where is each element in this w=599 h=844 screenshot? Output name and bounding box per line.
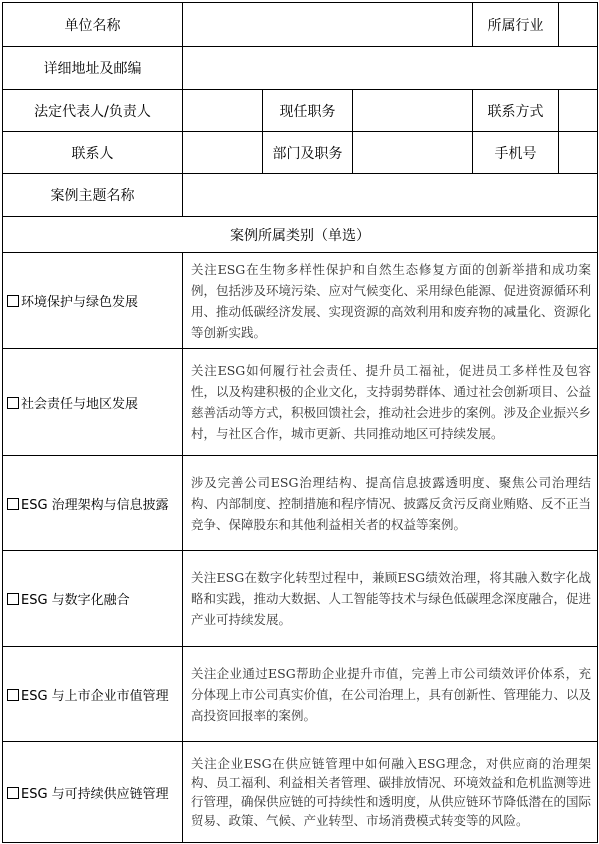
checkbox[interactable] [7,787,19,799]
category-row [3,742,598,843]
contact-person-label: 联系人 [3,132,183,174]
unit-name-field[interactable] [183,3,473,47]
category-row [3,456,598,551]
category-row [3,551,598,647]
category-header: 案例所属类别（单选） [3,217,598,253]
category-label: ESG 治理架构与信息披露 [21,497,169,513]
category-description: 关注ESG在数字化转型过程中，兼顾ESG绩效治理，将其融入数字化战略和实践，推动大数据、人工智能等技术与绿色低碳理念深度融合，促进产业可持续发展。 [183,551,598,647]
mobile-field[interactable] [559,132,598,174]
category-row [3,349,598,456]
row-address [3,47,598,90]
row-category-header [3,217,598,253]
row-unit-name [3,3,598,47]
category-label: ESG 与数字化融合 [21,593,130,608]
row-legal-rep [3,90,598,132]
case-title-field[interactable] [183,174,598,217]
contact-method-field[interactable] [559,90,598,132]
checkbox[interactable] [7,498,19,510]
category-option[interactable] [3,647,183,742]
industry-label: 所属行业 [473,3,559,47]
category-description: 关注企业ESG在供应链管理中如何融入ESG理念，对供应商的治理架构、员工福利、利益相关者管理、碳排放情况、环境效益和危机监测等进行管理，确保供应链的可持续性和透明度，从供应链环节降低潜在的国际贸易、政策、气候、产业转型、市场消费模式转变等的风险。 [183,742,598,843]
category-row [3,253,598,349]
checkbox[interactable] [7,689,19,701]
category-label: 环境保护与绿色发展 [21,295,139,310]
category-description: 关注ESG如何履行社会责任、提升员工福祉，促进员工多样性及包容性，以及构建积极的企业文化，支持弱势群体、通过社会创新项目、公益慈善活动等方式，积极回馈社会，推动社会进步的案例。涉及企业振兴乡村，与社区合作，城市更新、共同推动地区可持续发展。 [183,349,598,456]
address-label: 详细地址及邮编 [3,47,183,90]
mobile-label: 手机号 [473,132,559,174]
case-application-form [2,2,598,843]
case-title-label: 案例主题名称 [3,174,183,217]
category-option[interactable] [3,253,183,349]
category-label: 社会责任与地区发展 [21,396,139,412]
row-contact [3,132,598,174]
unit-name-label: 单位名称 [3,3,183,47]
category-label: ESG 与可持续供应链管理 [21,786,169,802]
address-field[interactable] [183,47,598,90]
category-option[interactable] [3,456,183,551]
checkbox[interactable] [7,397,19,409]
row-case-title [3,174,598,217]
category-description: 涉及完善公司ESG治理结构、提高信息披露透明度、聚焦公司治理结构、内部制度、控制措施和程序情况、披露反贪污反商业贿赂、反不正当竞争、保障股东和其他利益相关者的权益等案例。 [183,456,598,551]
dept-position-field[interactable] [353,132,473,174]
category-label: ESG 与上市企业市值管理 [21,688,169,704]
category-option[interactable] [3,349,183,456]
legal-rep-label: 法定代表人/负责人 [3,90,183,132]
category-option[interactable] [3,742,183,843]
industry-field[interactable] [559,3,598,47]
contact-person-field[interactable] [183,132,263,174]
category-option[interactable] [3,551,183,647]
legal-rep-field[interactable] [183,90,263,132]
position-label: 现任职务 [263,90,353,132]
category-description: 关注企业通过ESG帮助企业提升市值，完善上市公司绩效评价体系，充分体现上市公司真实价值，在公司治理上，具有创新性、管理能力、以及高投资回报率的案例。 [183,647,598,742]
category-row [3,647,598,742]
position-field[interactable] [353,90,473,132]
checkbox[interactable] [7,593,19,605]
checkbox[interactable] [7,295,19,307]
category-description: 关注ESG在生物多样性保护和自然生态修复方面的创新举措和成功案例，包括涉及环境污染、应对气候变化、采用绿色能源、促进资源循环利用、推动低碳经济发展、实现资源的高效利用和废弃物的减量化、资源化等创新实践。 [183,253,598,349]
contact-method-label: 联系方式 [473,90,559,132]
dept-position-label: 部门及职务 [263,132,353,174]
